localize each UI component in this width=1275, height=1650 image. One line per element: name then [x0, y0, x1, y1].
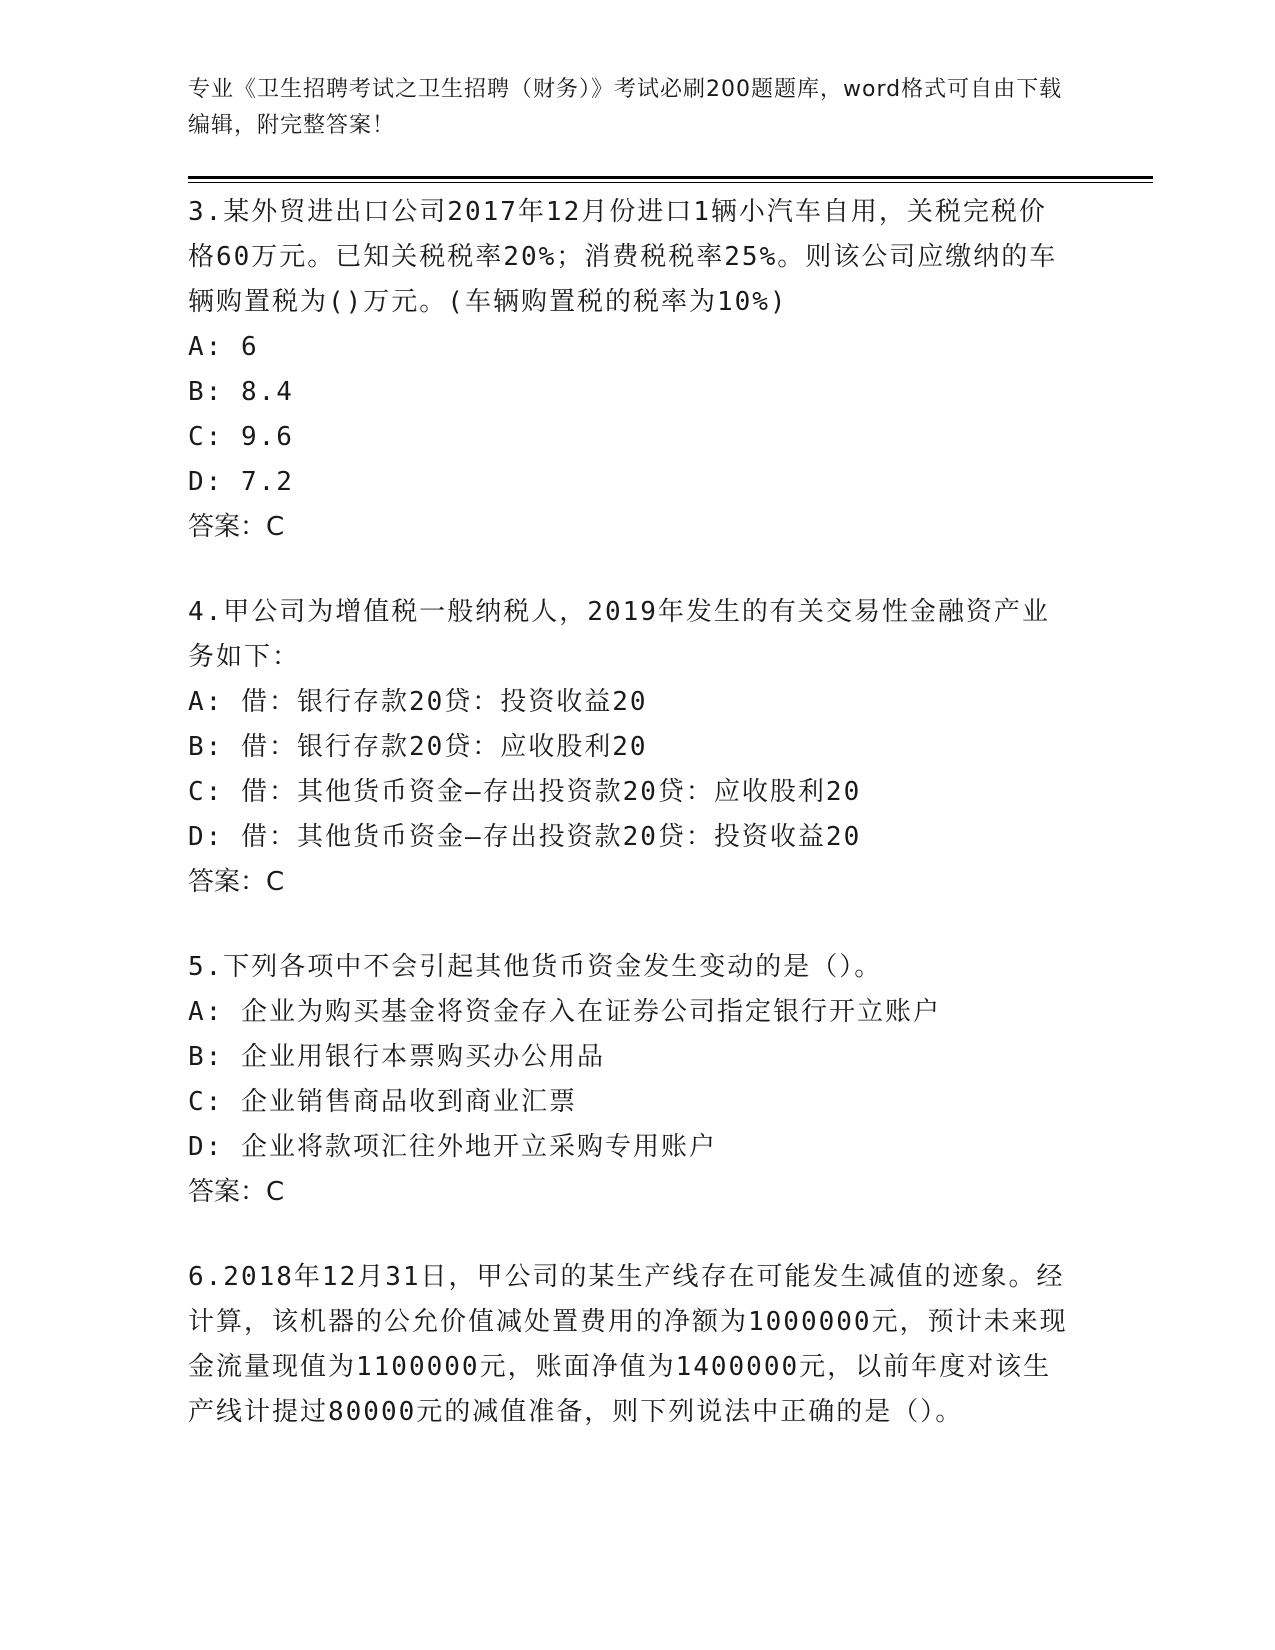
question-text: 4.甲公司为增值税一般纳税人，2019年发生的有关交易性金融资产业务如下： — [188, 597, 1050, 672]
question-5 — [188, 945, 1068, 1215]
option-c: C: 企业销售商品收到商业汇票 — [188, 1087, 577, 1117]
answer: 答案：C — [188, 512, 285, 542]
option-d: D: 借：其他货币资金—存出投资款20贷：投资收益20 — [188, 822, 862, 852]
option-d: D: 企业将款项汇往外地开立采购专用账户 — [188, 1132, 717, 1162]
header-rule-thick — [188, 176, 1153, 179]
option-b: B: 借：银行存款20贷：应收股利20 — [188, 732, 648, 762]
answer: 答案：C — [188, 1177, 285, 1207]
option-a: A: 6 — [188, 332, 259, 362]
answer: 答案：C — [188, 867, 285, 897]
option-c: C: 9.6 — [188, 422, 294, 452]
option-c: C: 借：其他货币资金—存出投资款20贷：应收股利20 — [188, 777, 862, 807]
option-a: A: 企业为购买基金将资金存入在证券公司指定银行开立账户 — [188, 997, 941, 1027]
option-b: B: 企业用银行本票购买办公用品 — [188, 1042, 605, 1072]
document-header: 专业《卫生招聘考试之卫生招聘（财务）》考试必刷200题题库，word格式可自由下载编辑，附完整答案！ — [188, 77, 1063, 138]
question-3 — [188, 190, 1068, 550]
question-6 — [188, 1255, 1068, 1435]
option-b: B: 8.4 — [188, 377, 294, 407]
option-d: D: 7.2 — [188, 467, 294, 497]
question-text: 6.2018年12月31日，甲公司的某生产线存在可能发生减值的迹象。经计算，该机器的公允价值减处置费用的净额为1000000元，预计未来现金流量现值为1100000元，账面净值为1400000元，以前年度对该生产线计提过80000元的减值准备，则下列说法中正确的是（）。 — [188, 1262, 1068, 1427]
question-text: 3.某外贸进出口公司2017年12月份进口1辆小汽车自用，关税完税价格60万元。已知关税税率20%；消费税税率25%。则该公司应缴纳的车辆购置税为()万元。(车辆购置税的税率为10%) — [188, 197, 1058, 317]
option-a: A: 借：银行存款20贷：投资收益20 — [188, 687, 648, 717]
question-list — [188, 190, 1068, 1475]
question-text: 5.下列各项中不会引起其他货币资金发生变动的是（）。 — [188, 952, 883, 982]
question-4 — [188, 590, 1068, 905]
header-rule-thin — [188, 182, 1153, 183]
